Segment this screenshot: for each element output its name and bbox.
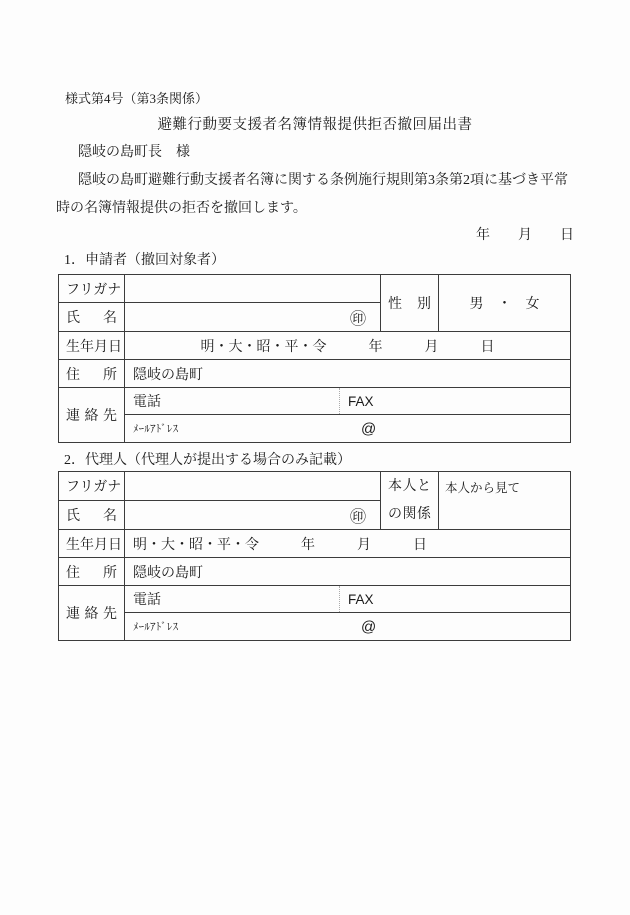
table-row	[59, 530, 571, 558]
address-label: 住所	[59, 558, 125, 586]
phone-label: 電話	[133, 593, 161, 608]
table-row	[59, 613, 571, 641]
gender-options: 男 ・ 女	[439, 275, 571, 332]
table-row	[59, 472, 571, 501]
address-field: 隠岐の島町	[125, 360, 571, 388]
address-field: 隠岐の島町	[125, 558, 571, 586]
fax-blank-field	[340, 586, 570, 612]
name-label: 氏名	[59, 303, 125, 332]
phone-blank-field	[125, 388, 340, 414]
email-label: ﾒｰﾙｱﾄﾞﾚｽ	[133, 423, 179, 435]
name-blank-field	[125, 303, 381, 332]
at-mark: @	[361, 420, 377, 437]
furigana-blank-field	[125, 275, 381, 303]
date-blank-line: 年 月 日	[476, 228, 574, 243]
body-text-line-2: 時の名簿情報提供の拒否を撤回します。	[56, 201, 307, 216]
relation-note-field: 本人から見て	[439, 472, 571, 530]
furigana-label: フリガナ	[59, 472, 125, 501]
section1-heading: 1．申請者（撤回対象者）	[64, 253, 225, 268]
phone-blank-field	[125, 586, 340, 612]
table-row	[59, 558, 571, 586]
table-row	[59, 586, 571, 613]
at-mark: @	[361, 618, 377, 635]
email-blank-field	[125, 415, 571, 443]
body-text-line-1: 隠岐の島町避難行動支援者名簿に関する条例施行規則第3条第2項に基づき平常	[78, 173, 568, 188]
address-label: 住所	[59, 360, 125, 388]
table-row	[59, 388, 571, 415]
name-label: 氏名	[59, 501, 125, 530]
contact-label: 連絡先	[59, 388, 125, 443]
table-row	[59, 360, 571, 388]
table-row	[59, 275, 571, 303]
relation-label	[381, 472, 439, 530]
birthdate-era-field: 明・大・昭・平・令 年 月 日	[125, 332, 571, 360]
furigana-label: フリガナ	[59, 275, 125, 303]
seal-mark: ㊞	[349, 310, 366, 328]
table-row	[59, 332, 571, 360]
section2-heading: 2．代理人（代理人が提出する場合のみ記載）	[64, 453, 351, 468]
fax-label: FAX	[348, 393, 374, 409]
seal-mark: ㊞	[349, 508, 366, 526]
applicant-table	[58, 274, 571, 443]
document-title: 避難行動要支援者名簿情報提供拒否撤回届出書	[157, 117, 473, 133]
fax-label: FAX	[348, 591, 374, 607]
name-blank-field	[125, 501, 381, 530]
phone-label: 電話	[133, 395, 161, 410]
gender-label: 性別	[381, 275, 439, 332]
table-row	[59, 415, 571, 443]
contact-label: 連絡先	[59, 586, 125, 641]
email-blank-field	[125, 613, 571, 641]
birthdate-era-field: 明・大・昭・平・令 年 月 日	[125, 530, 571, 558]
relation-label-line1: 本人と	[388, 478, 431, 494]
birthdate-label: 生年月日	[59, 530, 125, 558]
phone-fax-row	[125, 586, 571, 613]
addressee-line: 隠岐の島町長 様	[78, 145, 190, 160]
relation-label-line2: の関係	[388, 506, 431, 522]
agent-table	[58, 471, 571, 641]
birthdate-label: 生年月日	[59, 332, 125, 360]
form-number: 様式第4号（第3条関係）	[65, 91, 209, 106]
furigana-blank-field	[125, 472, 381, 501]
email-label: ﾒｰﾙｱﾄﾞﾚｽ	[133, 621, 179, 633]
fax-blank-field	[340, 388, 570, 414]
phone-fax-row	[125, 388, 571, 415]
